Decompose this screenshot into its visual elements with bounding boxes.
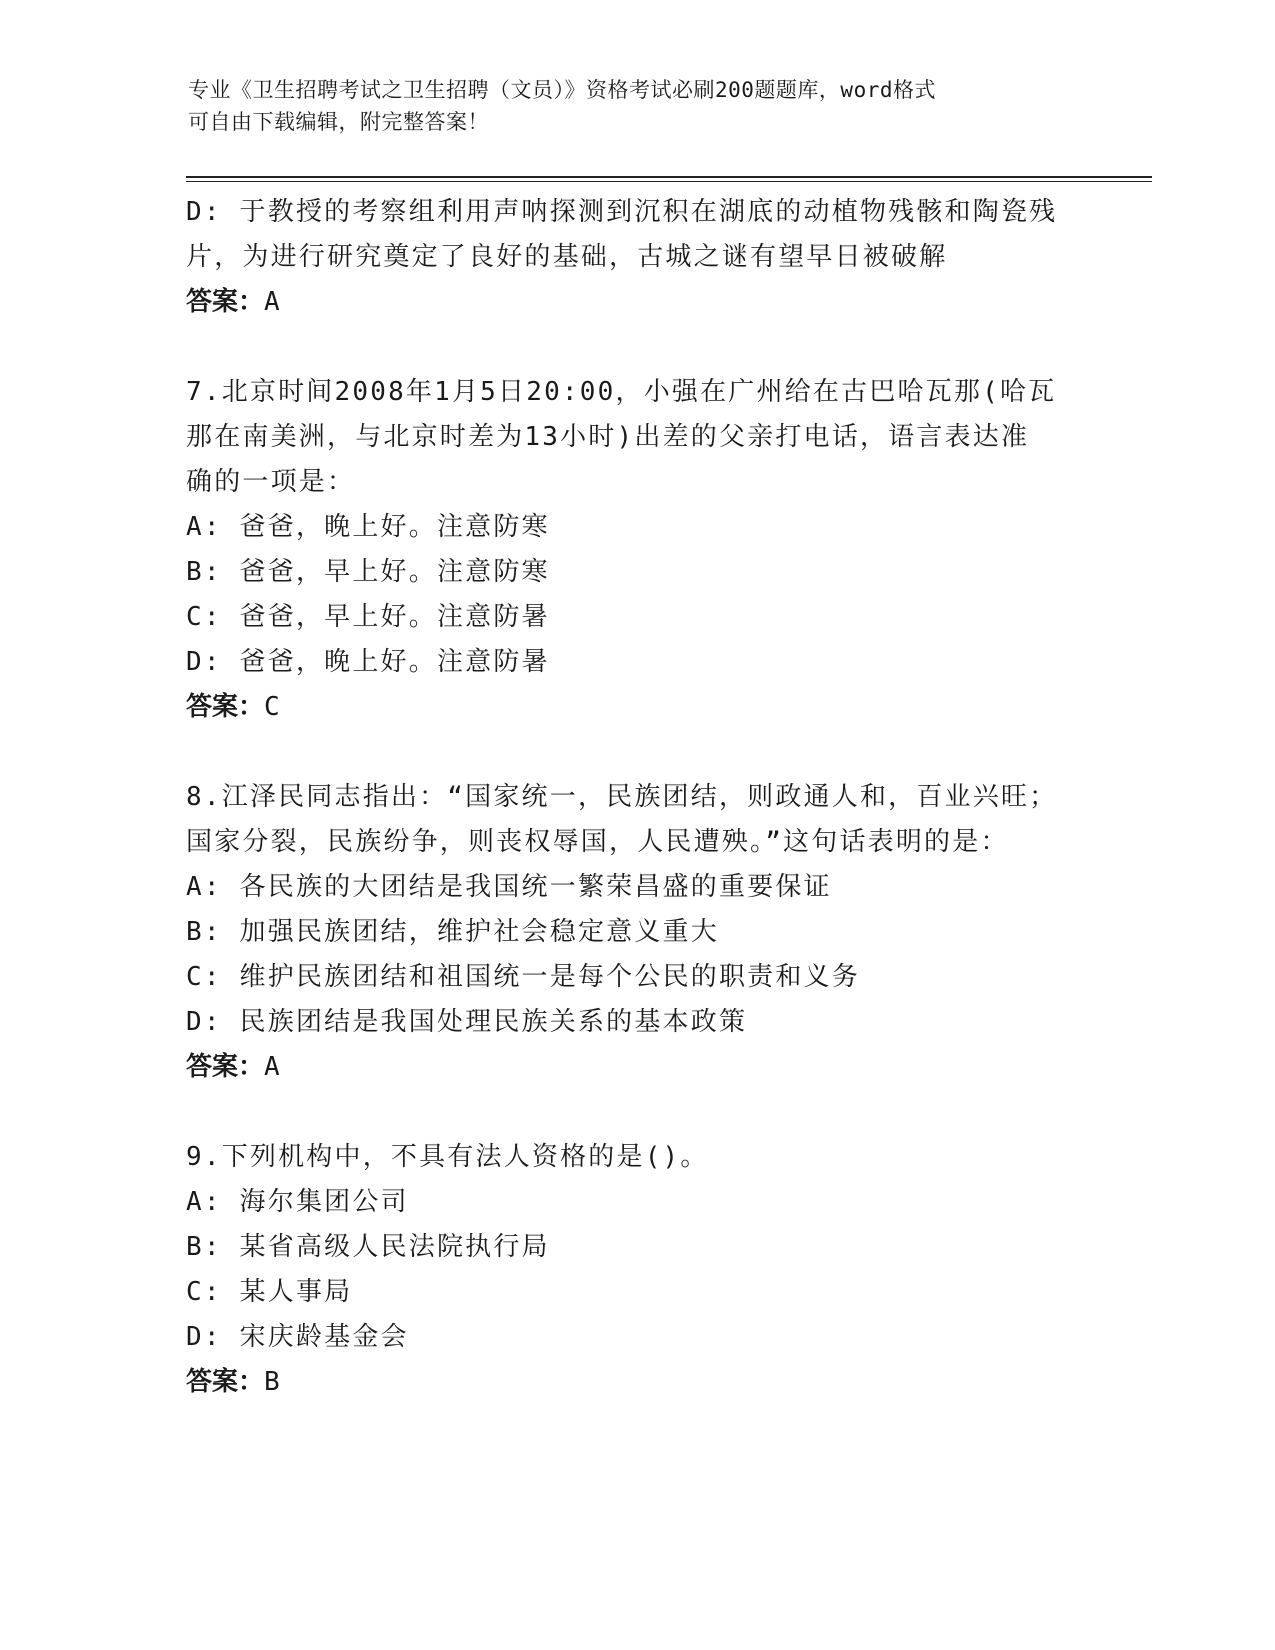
spacer [186, 1090, 1086, 1135]
option-d: D: 宋庆龄基金会 [186, 1322, 409, 1352]
option-b: B: 某省高级人民法院执行局 [186, 1232, 550, 1262]
option-c: C: 维护民族团结和祖国统一是每个公民的职责和义务 [186, 962, 860, 992]
option-d: D: 爸爸，晚上好。注意防暑 [186, 647, 550, 677]
answer [186, 1360, 1086, 1405]
spacer [186, 730, 1086, 775]
answer-value: A [264, 287, 280, 317]
answer-label: 答案： [186, 1052, 265, 1082]
answer-label: 答案： [186, 1367, 265, 1397]
option-c: C: 某人事局 [186, 1277, 353, 1307]
question-9 [186, 1135, 1086, 1405]
question-stem: 8.江泽民同志指出：“国家统一，民族团结，则政通人和，百业兴旺； [186, 782, 1058, 812]
question-stem: 那在南美洲，与北京时差为13小时)出差的父亲打电话，语言表达准 [186, 422, 1030, 452]
answer [186, 1045, 1086, 1090]
option-a: A: 各民族的大团结是我国统一繁荣昌盛的重要保证 [186, 872, 832, 902]
option-c: C: 爸爸，早上好。注意防暑 [186, 602, 550, 632]
question-stem: 9.下列机构中，不具有法人资格的是()。 [186, 1142, 709, 1172]
header-divider-thin [186, 181, 1152, 182]
answer-label: 答案： [186, 287, 265, 317]
question-stem: 7.北京时间2008年1月5日20:00，小强在广州给在古巴哈瓦那(哈瓦 [186, 377, 1057, 407]
option-a: A: 爸爸，晚上好。注意防寒 [186, 512, 550, 542]
option-a: A: 海尔集团公司 [186, 1187, 409, 1217]
answer-label: 答案： [186, 692, 265, 722]
spacer [186, 325, 1086, 370]
option-b: B: 爸爸，早上好。注意防寒 [186, 557, 550, 587]
question-8 [186, 775, 1086, 1090]
answer [186, 685, 1086, 730]
option-d: D: 于教授的考察组利用声呐探测到沉积在湖底的动植物残骸和陶瓷残 [186, 197, 1058, 227]
option-d-continued: 片，为进行研究奠定了良好的基础，古城之谜有望早日被破解 [186, 242, 948, 272]
page-header [188, 74, 1088, 138]
option-b: B: 加强民族团结，维护社会稳定意义重大 [186, 917, 719, 947]
header-line-1: 专业《卫生招聘考试之卫生招聘（文员）》资格考试必刷200题题库，word格式 [188, 78, 936, 102]
question-stem: 确的一项是： [186, 467, 356, 497]
question-7 [186, 370, 1086, 730]
answer-value: B [264, 1367, 280, 1397]
answer-value: A [264, 1052, 280, 1082]
question-list [186, 190, 1086, 1405]
option-d: D: 民族团结是我国处理民族关系的基本政策 [186, 1007, 748, 1037]
answer [186, 280, 1086, 325]
prev-question-tail [186, 190, 1086, 325]
header-line-2: 可自由下载编辑，附完整答案！ [188, 110, 489, 134]
header-divider-thick [186, 176, 1152, 178]
question-stem: 国家分裂，民族纷争，则丧权辱国，人民遭殃。”这句话表明的是： [186, 827, 1009, 857]
answer-value: C [264, 692, 280, 722]
